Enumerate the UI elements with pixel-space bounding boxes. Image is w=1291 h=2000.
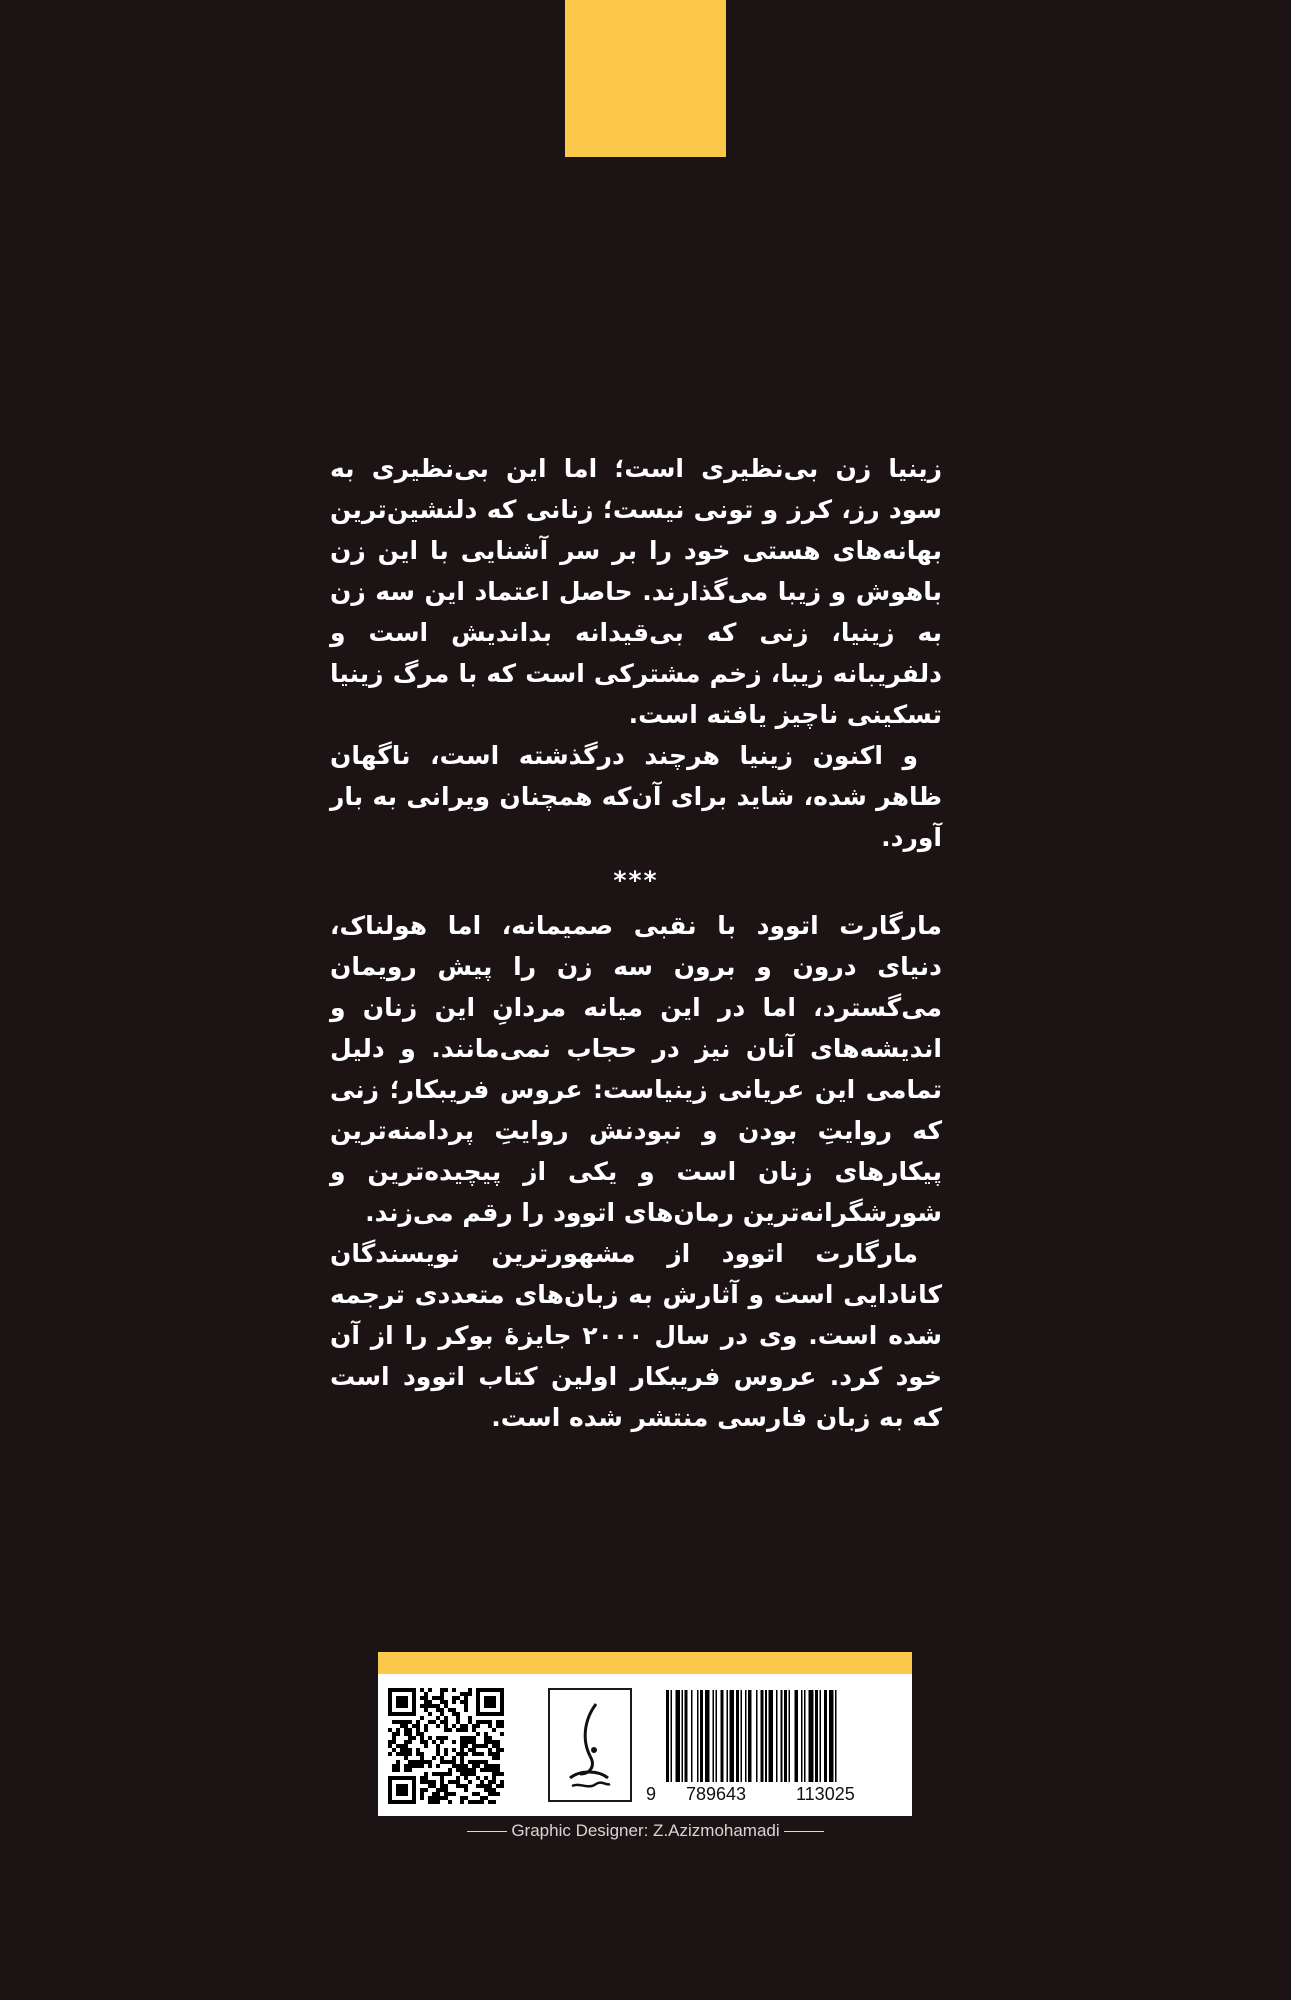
graphic-designer-credit <box>0 1820 1291 1842</box>
credit-rule-left <box>467 1831 507 1832</box>
barcode-panel <box>378 1652 912 1816</box>
top-accent-strip <box>565 0 726 157</box>
publisher-logo-icon <box>550 1690 630 1800</box>
blurb-paragraph-1: زینیا زن بی‌نظیری است؛ اما این بی‌نظیری به سود رز، کرز و تونی نیست؛ زنانی که دلنشین‌ترین بهانه‌های هستی خود را بر سر آشنایی با این زن باهوش و زیبا می‌گذارند. حاصل اعتماد این سه زن به زینیا، زنی که بی‌قیدانه بداندیش است و دلفریبانه زیبا، زخم مشترکی است که با مرگ زینیا تسکینی ناچیز یافته است. <box>330 454 942 729</box>
barcode-panel-accent <box>378 1652 912 1674</box>
section-separator: *** <box>613 866 659 895</box>
back-cover-blurb <box>330 448 942 1438</box>
publisher-logo <box>548 1688 632 1802</box>
blurb-paragraph-4: مارگارت اتوود از مشهورترین نویسندگان کانادایی است و آثارش به زبان‌های متعددی ترجمه شده است. وی در سال ۲۰۰۰ جایزهٔ بوکر را از آن خود کرد. عروس فریبکار اولین کتاب اتوود است که به زبان فارسی منتشر شده است. <box>330 1239 942 1432</box>
credit-text: Graphic Designer: Z.Azizmohamadi <box>511 1821 780 1840</box>
credit-rule-right <box>784 1831 824 1832</box>
isbn-group-1: 789643 <box>686 1784 747 1804</box>
isbn-group-2: 113025 <box>796 1784 855 1804</box>
blurb-paragraph-3: مارگارت اتوود با نقبی صمیمانه، اما هولناک، دنیای درون و برون سه زن را پیش رویمان می‌گسترد، اما در این میانه مردانِ این زنان و اندیشه‌های آنان نیز در حجاب نمی‌مانند. و دلیل تمامی این عریانی زینیاست: عروس فریبکار؛ زنی که روایتِ بودن و نبودنش روایتِ پردامنه‌ترین پیکارهای زنان است و یکی از پیچیده‌ترین و شورشگرانه‌ترین رمان‌های اتوود را رقم می‌زند. <box>330 911 942 1227</box>
isbn-number <box>646 1782 896 1808</box>
isbn-lead-digit: 9 <box>646 1784 657 1804</box>
qr-code-icon <box>388 1688 504 1804</box>
isbn-barcode <box>666 1690 882 1782</box>
blurb-paragraph-2: و اکنون زینیا هرچند درگذشته است، ناگهان ظاهر شده، شاید برای آن‌که همچنان ویرانی به بار آورد. <box>330 741 942 852</box>
